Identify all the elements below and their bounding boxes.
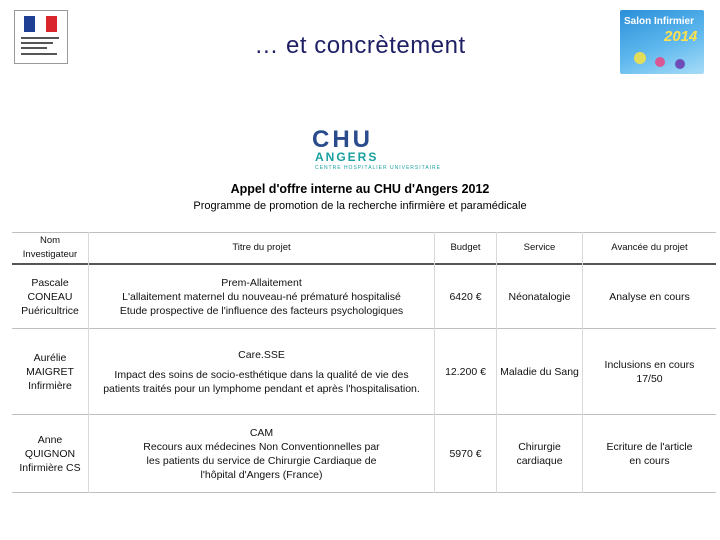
- projects-table: [12, 232, 716, 494]
- row3-investigator: Anne QUIGNON Infirmière CS: [19, 433, 81, 474]
- row3-title: CAM Recours aux médecines Non Conventionnelles par les patients du service de Chirurgie Cardiaque de l'hôpital d'Angers (France): [143, 426, 380, 481]
- chu-angers-logo: CHU ANGERS CENTRE HOSPITALIER UNIVERSITAIRE: [312, 126, 441, 171]
- row1-progress: Analyse en cours: [609, 290, 690, 303]
- page-title: … et concrètement: [254, 32, 466, 59]
- french-flag-icon: [24, 16, 57, 32]
- row2-title: Care.SSE Impact des soins de socio-esthétique dans la qualité de vie des patients traités pour un lymphome pendant et après l'hospitalisation.: [103, 348, 420, 395]
- header-title: Titre du projet: [232, 242, 291, 253]
- header-investigator: Nom Investigateur: [22, 235, 78, 260]
- row2-budget: 12.200 €: [445, 365, 486, 378]
- header-progress: Avancée du projet: [611, 242, 688, 253]
- row2-progress: Inclusions en cours 17/50: [604, 358, 695, 385]
- row1-investigator: Pascale CONEAU Puéricultrice: [21, 276, 79, 317]
- header-service: Service: [523, 242, 556, 253]
- programme-subheading: Programme de promotion de la recherche infirmière et paramédicale: [193, 200, 527, 212]
- salon-logo-text: Salon Infirmier: [624, 16, 695, 27]
- row3-progress: Ecriture de l'article en cours: [606, 440, 693, 467]
- row1-budget: 6420 €: [449, 290, 482, 303]
- salon-logo-year: 2014: [664, 28, 698, 45]
- appel-heading: Appel d'offre interne au CHU d'Angers 2012: [230, 182, 490, 196]
- row2-service: Maladie du Sang: [500, 365, 579, 378]
- row3-service: Chirurgie cardiaque: [516, 440, 563, 467]
- header-budget: Budget: [450, 242, 481, 253]
- row2-investigator: Aurélie MAIGRET Infirmière: [26, 351, 74, 392]
- row3-budget: 5970 €: [449, 447, 482, 460]
- row1-title: Prem-Allaitement L'allaitement maternel du nouveau-né prématuré hospitalisé Etude prospective de l'influence des facteurs psychologiques: [119, 276, 404, 317]
- row1-service: Néonatalogie: [508, 290, 571, 303]
